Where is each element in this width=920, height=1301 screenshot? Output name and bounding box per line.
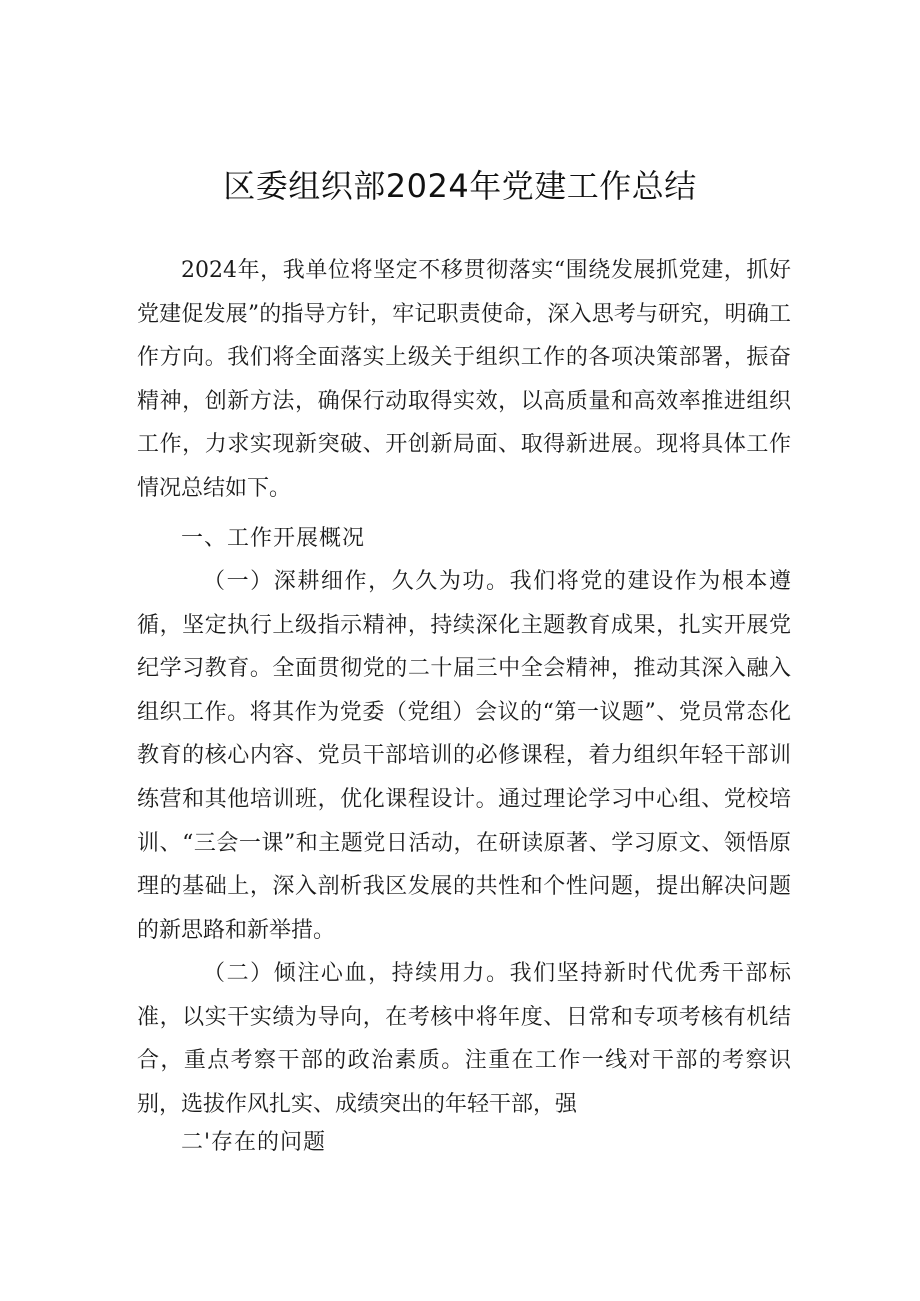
intro-paragraph: 2024年，我单位将坚定不移贯彻落实“围绕发展抓党建，抓好党建促发展”的指导方针，牢记职责使命，深入思考与研究，明确工作方向。我们将全面落实上级关于组织工作的各项决策部署，振奋精神，创新方法，确保行动取得实效，以高质量和高效率推进组织工作，力求实现新突破、开创新局面、取得新进展。现将具体工作情况总结如下。 <box>137 258 791 501</box>
section-heading-problems: 二'存在的问题 <box>181 1130 327 1155</box>
section-heading-overview: 一、工作开展概况 <box>181 526 366 551</box>
document-title: 区委组织部2024年党建工作总结 <box>223 167 697 205</box>
paragraph-item-1: （一）深耕细作，久久为功。我们将党的建设作为根本遵循，坚定执行上级指示精神，持续深化主题教育成果，扎实开展党纪学习教育。全面贯彻党的二十届三中全会精神，推动其深入融入组织工作。将其作为党委（党组）会议的“第一议题”、党员常态化教育的核心内容、党员干部培训的必修课程，着力组织年轻干部训练营和其他培训班，优化课程设计。通过理论学习中心组、党校培训、“三会一课”和主题党日活动，在研读原著、学习原文、领悟原理的基础上，深入剖析我区发展的共性和个性问题，提出解决问题的新思路和新举措。 <box>137 569 791 943</box>
paragraph-item-2: （二）倾注心血，持续用力。我们坚持新时代优秀干部标准，以实干实绩为导向，在考核中将年度、日常和专项考核有机结合，重点考察干部的政治素质。注重在工作一线对干部的考察识别，选拔作风扎实、成绩突出的年轻干部，强 <box>137 961 791 1117</box>
